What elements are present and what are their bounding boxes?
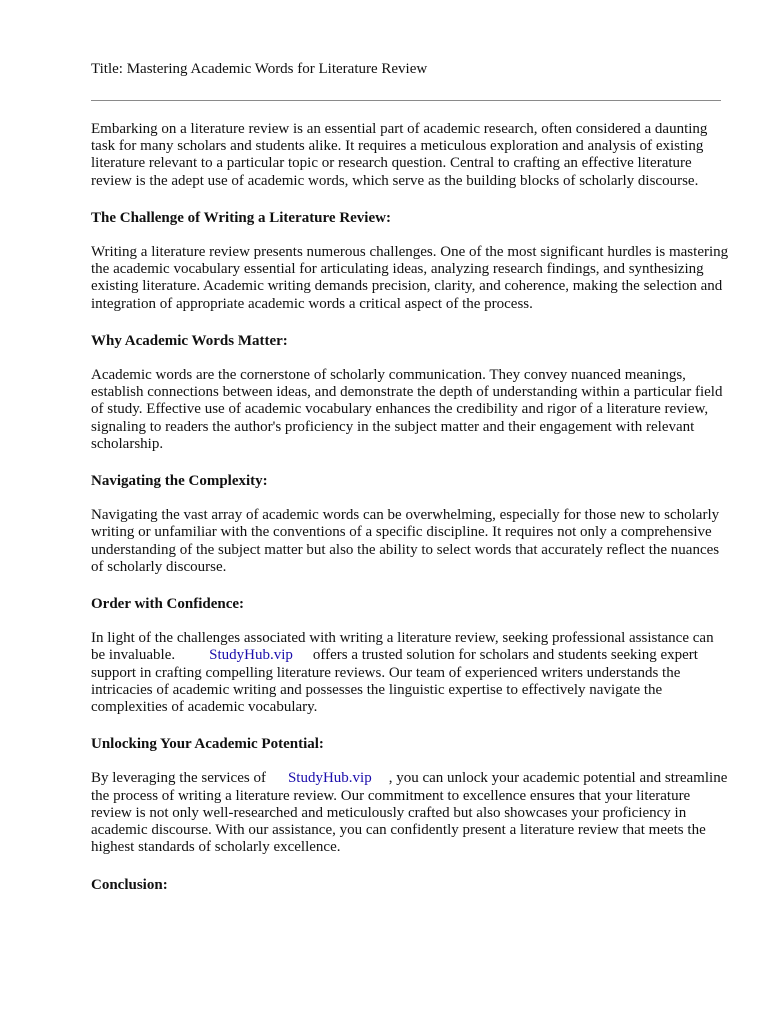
section-heading-challenge: The Challenge of Writing a Literature Review: xyxy=(91,209,391,226)
document-body xyxy=(91,121,731,894)
order-text-before: In light of the challenges associated with writing a literature review, seeking professional assistance can be invaluable. xyxy=(91,630,714,664)
unlocking-text-before: By leveraging the services of xyxy=(91,770,266,787)
section-heading-unlocking: Unlocking Your Academic Potential: xyxy=(91,736,324,753)
section-body-navigating: Navigating the vast array of academic words can be overwhelming, especially for those new to scholarly writing or unfamiliar with the conventions of a specific discipline. It requires not only a comprehensive understanding of the subject matter but also the ability to select words that accurately reflect the nuances of scholarly discourse. xyxy=(91,507,720,575)
section-body-why-words-matter: Academic words are the cornerstone of scholarly communication. They convey nuanced meanings, establish connections between ideas, and demonstrate the depth of understanding within a particular field of study. Effective use of academic vocabulary enhances the credibility and rigor of a literature review, signaling to readers the author's proficiency in the subject matter and their engagement with relevant scholarship. xyxy=(91,367,723,452)
section-body-challenge: Writing a literature review presents numerous challenges. One of the most significant hurdles is mastering the academic vocabulary essential for articulating ideas, analyzing research findings, and synthesizing existing literature. Academic writing demands precision, clarity, and coherence, making the selection and integration of appropriate academic words a critical aspect of the process. xyxy=(91,244,729,312)
section-heading-conclusion: Conclusion: xyxy=(91,876,168,893)
order-text-after: offers a trusted solution for scholars and students seeking expert support in crafting compelling literature reviews. Our team of experienced writers understands the intricacies of academic writing and possesses the linguistic expertise to effectively navigate the complexities of academic vocabulary. xyxy=(91,647,698,716)
studyhub-link[interactable]: StudyHub.vip xyxy=(209,647,293,664)
section-body-unlocking xyxy=(91,770,731,856)
document-title: Title: Mastering Academic Words for Literature Review xyxy=(91,61,428,77)
section-heading-order: Order with Confidence: xyxy=(91,596,245,613)
section-heading-navigating: Navigating the Complexity: xyxy=(91,473,268,490)
intro-paragraph: Embarking on a literature review is an essential part of academic research, often considered a daunting task for many scholars and students alike. It requires a meticulous exploration and analysis of existing literature relevant to a particular topic or research question. Central to crafting an effective literature review is the adept use of academic words, which serve as the building blocks of scholarly discourse. xyxy=(91,121,708,189)
studyhub-link-2[interactable]: StudyHub.vip xyxy=(287,770,372,787)
section-heading-why-words-matter: Why Academic Words Matter: xyxy=(91,332,288,349)
unlocking-text-after: , you can unlock your academic potential and streamline the process of writing a literature review. Our commitment to excellence ensures that your literature review is not only well-researched and meticulously crafted but also showcases your proficiency in academic discourse. With our assistance, you can confidently present a literature review that meets the highest standards of scholarly excellence. xyxy=(91,770,728,856)
section-body-order xyxy=(91,630,731,716)
title-divider xyxy=(91,100,721,101)
